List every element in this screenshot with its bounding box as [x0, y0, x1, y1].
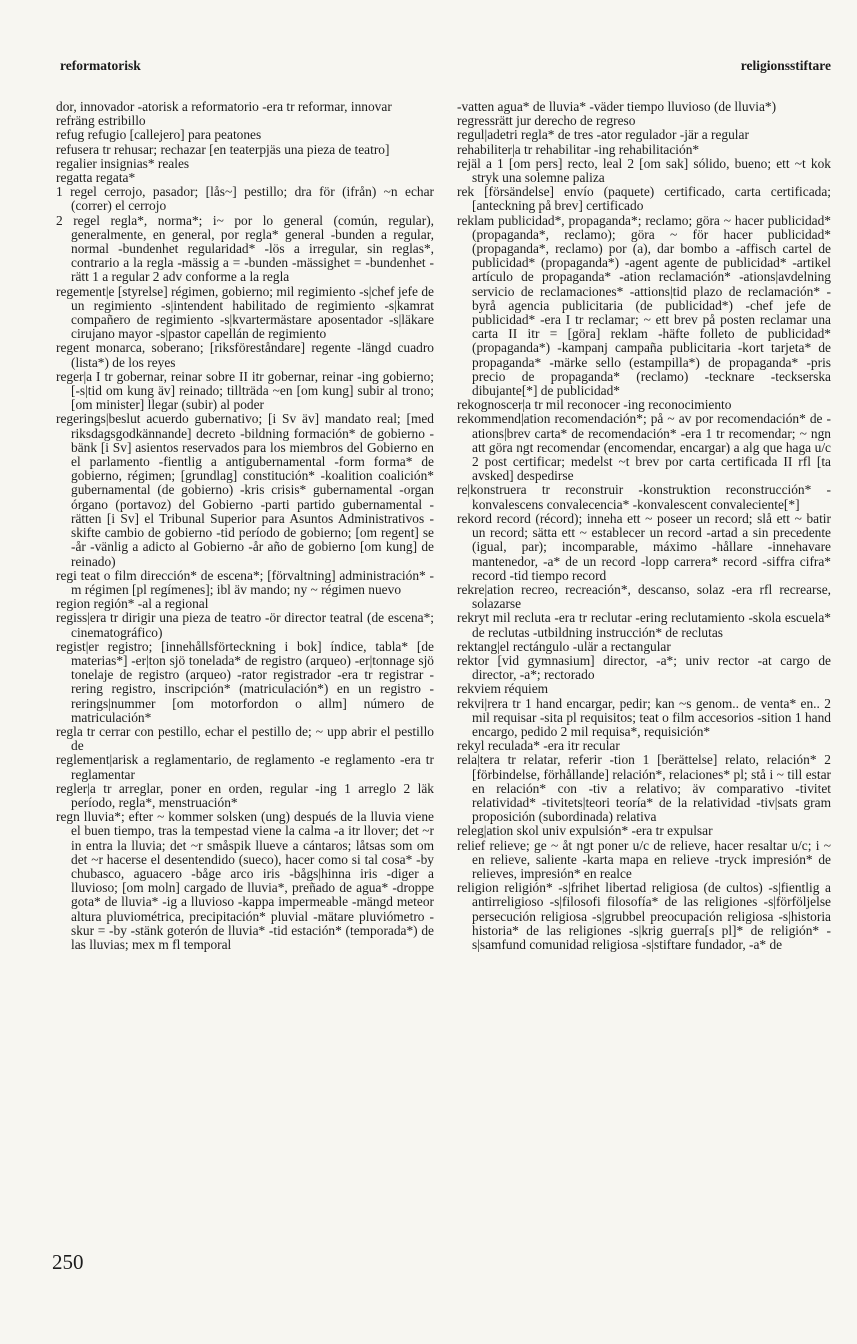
left-column: [56, 100, 434, 952]
entry: regressrätt jur derecho de regreso: [457, 113, 636, 129]
entry: rekryt mil recluta -era tr reclutar -ering reclutamiento -skola escuela* de reclutas -utbildning instrucción* de reclutas: [457, 610, 831, 640]
entry: refräng estribillo: [56, 113, 146, 129]
entry: rek [försändelse] envío (paquete) certificado, carta certificada; [anteckning på brev] certificado: [457, 184, 831, 214]
entry: -vatten agua* de lluvia* -väder tiempo lluvioso (de lluvia*): [457, 99, 777, 114]
entry: regi teat o film dirección* de escena*; [förvaltning] administración* -m régimen [pl regímenes]; ibl äv mando; ny ~ régimen nuevo: [56, 567, 434, 597]
entry: rehabiliter|a tr rehabilitar -ing rehabilitación*: [457, 141, 700, 157]
entry: dor, innovador -atorisk a reformatorio -era tr reformar, innovar: [56, 99, 392, 114]
entry: region región* -al a regional: [56, 596, 209, 612]
entry: regatta regata*: [56, 170, 136, 186]
entry: regerings|beslut acuerdo gubernativo; [i Sv äv] mandato real; [med riksdagsgodkännande] decreto -bildning formación* de gobierno -bänk [i Sv] asientos reservados para los miembros del Gobierno en el parlamento -fientlig a antigubernamental -form forma* de gobierno, régimen; [grundlag] constitución* -koalition coalición* gubernamental (de gobierno) -kris crisis* gubernamental -organ órgano (portavoz) del Gobierno -parti partido gubernamental -rätten [i Sv] el Tribunal Superior para Asuntos Administrativos -skifte cambio de gobierno -tid período de gobierno; [om regent] se -år -vänlig a adicto al Gobierno -år año de gobierno [om kung] de reinado): [56, 411, 434, 569]
entry: regla tr cerrar con pestillo, echar el pestillo de; ~ upp abrir el pestillo de: [56, 723, 434, 754]
entry: rejäl a 1 [om pers] recto, leal 2 [om sak] sólido, bueno; ett ~t kok stryk una solemne paliza: [457, 155, 831, 186]
entry: reglement|arisk a reglamentario, de reglamento -e reglamento -era tr reglamentar: [56, 752, 434, 782]
entry: regalier insignias* reales: [56, 155, 190, 171]
entry: regul|adetri regla* de tres -ator regulador -jär a regular: [457, 127, 749, 143]
right-guideword: religionsstiftare: [740, 58, 831, 73]
entry: rela|tera tr relatar, referir -tion 1 [berättelse] relato, relación* 2 [förbindelse, förhållande] relación*, relaciones* pl; stå i ~ till estar en relación* con -tiv a relativo; äv comparativo -tivitet relatividad* -tivitets|teori teoría* de la relatividad -tiv|sats gram proposición (subordinada) relativa: [457, 752, 831, 825]
entry: rekommend|ation recomendación*; på ~ av por recomendación* de -ations|brev carta* de recomendación* -era 1 tr recomendar; ~ ngn att göra ngt recomendar (encomendar, encargar) a alg que haga u/c 2 post certificar; medelst ~t brev por carta certificada II rfl [ta avsked] despedirse: [457, 411, 831, 484]
entry: refug refugio [callejero] para peatones: [56, 127, 262, 143]
entry: rekre|ation recreo, recreación*, descanso, solaz -era rfl recrearse, solazarse: [457, 581, 831, 612]
right-column: [457, 100, 831, 952]
entry: rektang|el rectángulo -ulär a rectangular: [457, 638, 671, 654]
entry: releg|ation skol univ expulsión* -era tr expulsar: [457, 823, 713, 839]
entry: re|konstruera tr reconstruir -konstruktion reconstrucción* -konvalescens convalecencia* -konvalescent convaleciente[*]: [457, 482, 831, 512]
left-guideword: reformatorisk: [60, 58, 141, 73]
entry: regent monarca, soberano; [riksföreståndare] regente -längd cuadro (lista*) de los reyes: [56, 340, 434, 370]
entry: regiss|era tr dirigir una pieza de teatro -ör director teatral (de escena*; cinematográfico): [56, 610, 434, 640]
entry: regn lluvia*; efter ~ kommer solsken (ung) después de la lluvia viene el buen tiempo, tras la tempestad viene la calma -a itr llover; det ~r in entra la lluvia; det ~r småspik llueve a cántaros; låtsas som om det ~r hacerse el desentendido (sueco), hacer como si tal cosa* -by chubasco, aguacero -båge arco iris -bågs|hinna iris -diger a lluvioso; [om moln] cargado de lluvia*, preñado de agua* -droppe gota* de lluvia* -ig a lluvioso -kappa impermeable -mängd meteor altura pluviométrica, precipitación* pluvial -mätare pluviómetro -skur = -by -stänk goterón de lluvia* -tid estación* (temporada*) de las lluvias; mex m fl temporal: [56, 809, 434, 952]
entry: rekyl reculada* -era itr recular: [457, 738, 620, 754]
entry: rekviem réquiem: [457, 681, 549, 697]
entry: regist|er registro; [innehållsförteckning i bok] índice, tabla* [de materias*] -er|ton sjö tonelada* de registro (arqueo) -er|tonnage sjö tonelaje de registro (arqueo) -rator registrador -era tr registrar -rering registro, inscripción* (matriculación*) en un registro -rerings|nummer [om motorfordon o allm] número de matriculación*: [56, 638, 434, 725]
entry: rekognoscer|a tr mil reconocer -ing reconocimiento: [457, 397, 732, 413]
entry: rektor [vid gymnasium] director, -a*; univ rector -at cargo de director, -a*; rectorado: [457, 652, 831, 683]
entry: reklam publicidad*, propaganda*; reclamo; göra ~ hacer publicidad* (propaganda*, reclamo); göra ~ för hacer publicidad* (propaganda*, reclamo) por (a), dar bombo a -affisch cartel de publicidad* (propaganda*) -agent agente de publicidad* -artikel artículo de propaganda* -ation reclamación* -ations|avdelning servicio de reclamaciones* -attions|tid plazo de reclamación* -byrå agencia publicitaria (de publicidad*) -chef jefe de publicidad* -era I tr reclamar; ~ ett brev på posten reclamar una carta II itr = [göra] reklam -häfte folleto de publicidad* (propaganda*) -kampanj campaña publicitaria -kort tarjeta* de propaganda* -märke sello (estampilla*) de propaganda* -pris precio de propaganda* (reclamo) -tecknare -teckserska dibujante[*] de publicidad*: [457, 212, 831, 399]
entry: relief relieve; ge ~ åt ngt poner u/c de relieve, hacer resaltar u/c; i ~ en relieve, saliente -karta mapa en relieve -tryck impresión* de relieves, impresión* en realce: [457, 837, 831, 881]
entry: refusera tr rehusar; rechazar [en teaterpjäs una pieza de teatro]: [56, 141, 390, 157]
entry: rekvi|rera tr 1 hand encargar, pedir; kan ~s genom.. de venta* en.. 2 mil requisar -sita pl requisitos; teat o film accesorios -sition 1 hand encargo, pedido 2 mil requisa*, requisición*: [457, 695, 831, 739]
entry: reger|a I tr gobernar, reinar sobre II itr gobernar, reinar -ing gobierno; [-s|tid om kung äv] reinado; tillträda ~en [om kung] subir al trono; [om minister] llegar (subir) al poder: [56, 368, 434, 413]
entry: religion religión* -s|frihet libertad religiosa (de cultos) -s|fientlig a antirreligioso -s|filosofi filosofía* de las religiones -s|förföljelse persecución religiosa -s|grubbel preocupación religiosa -s|historia historia* de las religiones -s|krig guerra[s pl]* de religión* -s|samfund comunidad religiosa -s|stiftare fundador, -a* de: [457, 880, 831, 952]
entry: rekord record (récord); inneha ett ~ poseer un record; slå ett ~ batir un record; sätta ett ~ establecer un record -artad a sin precedente (igual, par); incomparable, máximo -hållare -innehavare mantenedor, -a* de un record -lopp carrera* record -siffra cifra* record -tid tiempo record: [457, 510, 831, 583]
page-number: 250: [52, 1250, 84, 1274]
entry: 2 regel regla*, norma*; i~ por lo general (común, regular), generalmente, en general, por regla* general -bunden a regular, normal -bundenhet regularidad* -lös a irregular, sin reglas*, contrario a la regla -mässig a = -bunden -mässighet = -bundenhet -rätt 1 a regular 2 adv conforme a la regla: [56, 212, 434, 285]
entry: regler|a tr arreglar, poner en orden, regular -ing 1 arreglo 2 läk período, regla*, menstruación*: [56, 780, 434, 810]
entry: 1 regel cerrojo, pasador; [lås~] pestillo; dra för (ifrån) ~n echar (correr) el cerrojo: [56, 184, 434, 214]
entry: regement|e [styrelse] régimen, gobierno; mil regimiento -s|chef jefe de un regimiento -s|intendent habilitado de regimiento -s|kamrat compañero de regimiento -s|kvartermästare aposentador -s|läkare cirujano mayor -s|pastor capellán de regimiento: [56, 283, 434, 342]
